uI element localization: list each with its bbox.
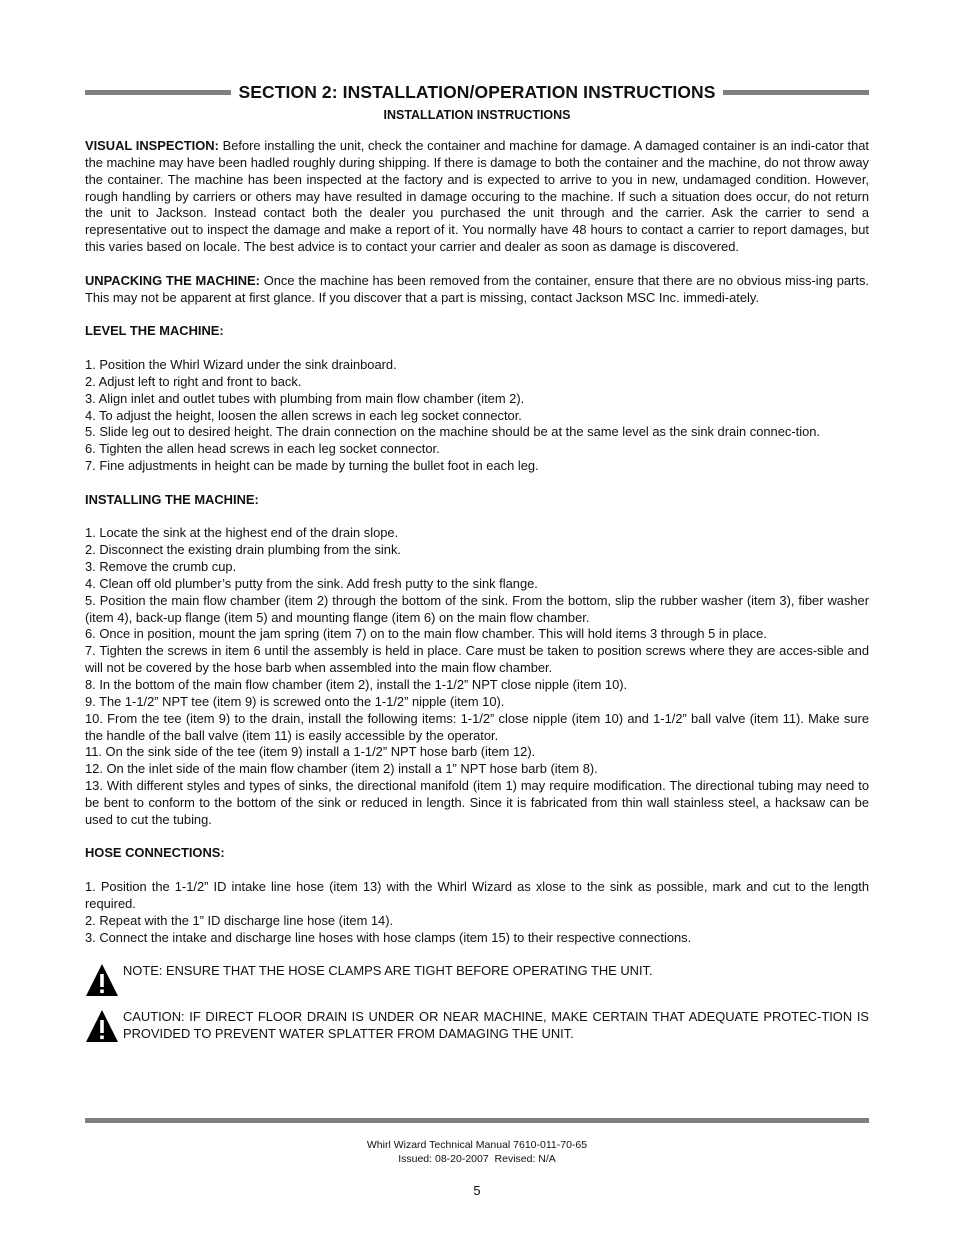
list-item: 7. Tighten the screws in item 6 until the assembly is held in place. Care must be taken to position screws where they are acces-sible and will not be covered by the hose barb when assembled into the main flow chamber. [85, 643, 869, 676]
section-header [85, 80, 869, 104]
hose-heading: HOSE CONNECTIONS: [85, 845, 225, 861]
footer [85, 1138, 869, 1166]
list-item: 12. On the inlet side of the main flow chamber (item 2) install a 1” NPT hose barb (item 8). [85, 761, 598, 777]
footer-rule [85, 1118, 869, 1123]
list-item: 1. Locate the sink at the highest end of the drain slope. [85, 525, 399, 541]
level-list [85, 357, 869, 475]
footer-issued: Issued: 08-20-2007 Revised: N/A [398, 1153, 556, 1165]
list-item: 4. To adjust the height, loosen the allen screws in each leg socket connector. [85, 407, 522, 423]
installing-heading: INSTALLING THE MACHINE: [85, 491, 259, 507]
list-item: 2. Disconnect the existing drain plumbing from the sink. [85, 542, 401, 558]
warning-icon [85, 963, 119, 997]
caution-text: CAUTION: IF DIRECT FLOOR DRAIN IS UNDER OR NEAR MACHINE, MAKE CERTAIN THAT ADEQUATE PROTEC-TION IS PROVIDED TO PREVENT WATER SPLATTER FROM DAMAGING THE UNIT. [123, 1009, 869, 1042]
content [85, 138, 869, 1055]
list-item: 4. Clean off old plumber’s putty from the sink. Add fresh putty to the sink flange. [85, 575, 538, 591]
list-item: 6. Tighten the allen head screws in each leg socket connector. [85, 441, 440, 457]
header-rule-left [85, 90, 231, 95]
list-item: 9. The 1-1/2” NPT tee (item 9) is screwed onto the 1-1/2” nipple (item 10). [85, 693, 505, 709]
page-number: 5 [473, 1183, 481, 1198]
warning-icon [85, 1009, 119, 1043]
list-item: 1. Position the Whirl Wizard under the sink drainboard. [85, 356, 397, 372]
visual-inspection-paragraph [85, 138, 869, 256]
footer-manual-title: Whirl Wizard Technical Manual 7610-011-70-65 [366, 1139, 588, 1151]
unpacking-text: Once the machine has been removed from the container, ensure that there are no obvious miss-ing parts. This may not be apparent at first glance. If you discover that a part is missing, contact Jackson MSC Inc. immedi-ately. [85, 272, 869, 305]
list-item: 2. Repeat with the 1” ID discharge line hose (item 14). [85, 912, 394, 928]
list-item: 3. Align inlet and outlet tubes with plumbing from main flow chamber (item 2). [85, 390, 525, 406]
list-item: 1. Position the 1-1/2” ID intake line hose (item 13) with the Whirl Wizard as xlose to the sink as possible, mark and cut to the length required. [85, 879, 869, 911]
level-heading: LEVEL THE MACHINE: [85, 323, 224, 339]
list-item: 11. On the sink side of the tee (item 9) install a 1-1/2” NPT hose barb (item 12). [85, 744, 536, 760]
visual-inspection-label: VISUAL INSPECTION: [85, 138, 219, 153]
note-caution [85, 1009, 869, 1043]
list-item: 5. Slide leg out to desired height. The drain connection on the machine should be at the same level as the sink drain connec-tion. [85, 424, 820, 440]
list-item: 5. Position the main flow chamber (item 2) through the bottom of the sink. From the bottom, slip the rubber washer (item 3), fiber washer (item 4), back-up flange (item 5) and mounting flange (item 6) on the main flow chamber. [85, 592, 869, 625]
list-item: 2. Adjust left to right and front to back. [85, 373, 302, 389]
visual-inspection-text: Before installing the unit, check the container and machine for damage. A damaged container is an indi-cator that the machine may have been hadled roughly during shipping. If there is damage to both the container and the machine, do not throw away the container. The machine has been inspected at the factory and is expected to arrive to you in new, undamaged condition. However, rough handling by carriers or others may have resulted in damage occuring to the machine. If such a situation does occur, do not return the unit to Jackson. Instead contact both the dealer you purchased the unit through and the carrier. Ask the carrier to send a representative out to inspect the damage and make a report of it. You normally have 48 hours to contact a carrier to report damages, but this varies based on locale. The best advice is to contact your carrier and dealer as soon as damage is discovered. [85, 138, 869, 255]
list-item: 7. Fine adjustments in height can be made by turning the bullet foot in each leg. [85, 458, 539, 474]
installing-list [85, 525, 869, 828]
list-item: 13. With different styles and types of sinks, the directional manifold (item 1) may require modification. The directional tubing may need to be bent to conform to the bottom of the sink or reduced in length. Since it is fabricated from thin wall stainless steel, a hacksaw can be used to cut the tubing. [85, 778, 869, 827]
list-item: 3. Connect the intake and discharge line hoses with hose clamps (item 15) to their respective connections. [85, 929, 692, 945]
list-item: 6. Once in position, mount the jam spring (item 7) on to the main flow chamber. This will hold items 3 through 5 in place. [85, 626, 767, 642]
note-text: NOTE: ENSURE THAT THE HOSE CLAMPS ARE TIGHT BEFORE OPERATING THE UNIT. [123, 963, 653, 979]
list-item: 10. From the tee (item 9) to the drain, install the following items: 1-1/2” close nipple (item 10) and 1-1/2” ball valve (item 11). Make sure the handle of the ball valve (item 11) is easily accessible by the operator. [85, 710, 869, 743]
hose-list [85, 879, 869, 946]
subtitle: INSTALLATION INSTRUCTIONS [383, 108, 571, 122]
list-item: 8. In the bottom of the main flow chamber (item 2), install the 1-1/2” NPT close nipple (item 10). [85, 677, 628, 692]
unpacking-label: UNPACKING THE MACHINE: [85, 272, 260, 288]
header-rule-right [723, 90, 869, 95]
list-item: 3. Remove the crumb cup. [85, 559, 237, 575]
section-title: SECTION 2: INSTALLATION/OPERATION INSTRUCTIONS [238, 81, 716, 102]
note-hose-clamps [85, 963, 869, 997]
unpacking-paragraph [85, 273, 869, 307]
